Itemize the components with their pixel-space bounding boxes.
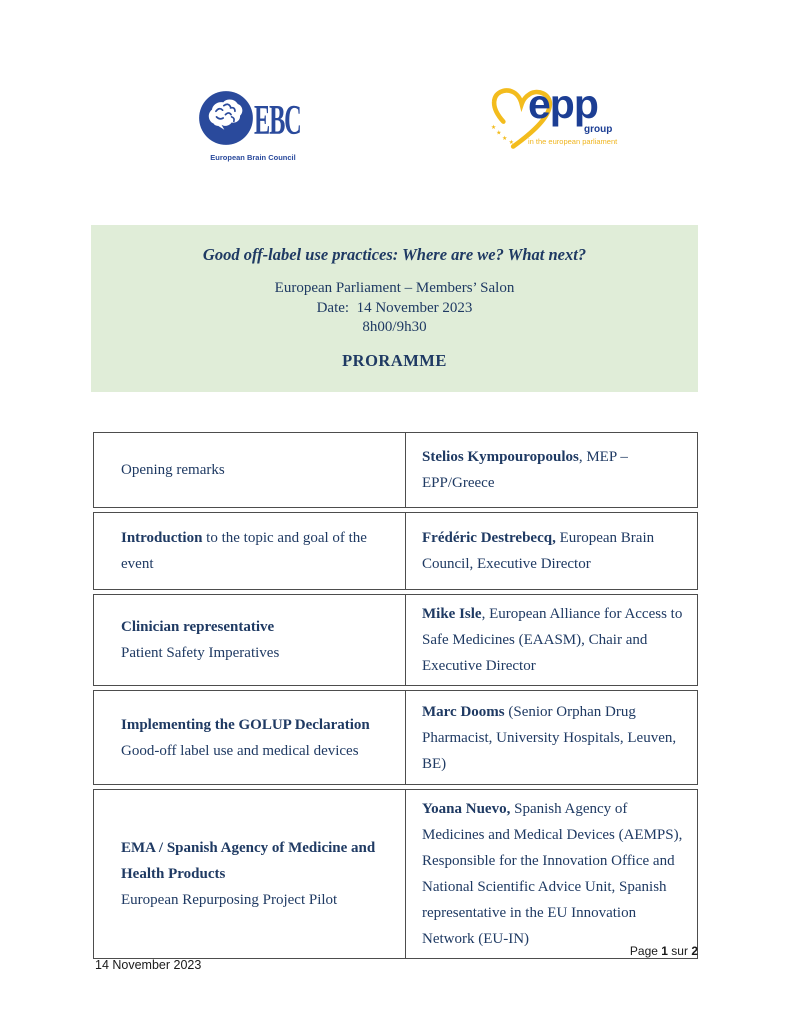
topic-cell (94, 691, 406, 784)
epp-group-label: group (584, 124, 613, 135)
speaker-details: European Brain Council, Executive Director (422, 530, 655, 572)
programme-heading: PRORAMME (342, 350, 447, 370)
topic-text: to the topic and goal of the event (121, 530, 367, 572)
speaker-name: Yoana Nuevo, (422, 801, 511, 817)
topic-cell (94, 790, 406, 958)
footer-date: 14 November 2023 (95, 958, 202, 972)
page-current: 1 (661, 944, 668, 958)
event-date: Date: 14 November 2023 (316, 299, 473, 316)
speaker-cell (406, 513, 697, 589)
speaker-name: Stelios Kympouropoulos (422, 449, 579, 465)
speaker-details: , MEP – EPP/Greece (422, 449, 628, 491)
page-total: 2 (691, 944, 698, 958)
svg-text:★: ★ (490, 124, 497, 131)
topic-text: European Repurposing Project Pilot (121, 892, 338, 908)
speaker-details: (Senior Orphan Drug Pharmacist, University Hospitals, Leuven, BE) (422, 703, 677, 772)
topic-cell (94, 433, 406, 507)
page-prefix: Page (629, 944, 658, 958)
speaker-details: , European Alliance for Access to Safe Medicines (EAASM), Chair and Executive Director (422, 606, 683, 674)
topic-bold-text: EMA / Spanish Agency of Medicine and Health Products (121, 840, 376, 882)
speaker-cell (406, 691, 697, 784)
ebc-name: European Brain Council (210, 153, 296, 162)
event-title: Good off-label use practices: Where are we? What next? (202, 245, 587, 264)
speaker-details: Spanish Agency of Medicines and Medical Devices (AEMPS), Responsible for the Innovation Office and National Scientific Advice Unit, Spanish representative in the EU Innovation Network (EU-IN) (422, 801, 683, 947)
page-separator: sur (671, 944, 688, 958)
svg-text:★: ★ (496, 130, 502, 137)
event-time: 8h00/9h30 (362, 319, 427, 335)
speaker-cell (406, 433, 697, 507)
agenda-table (93, 432, 698, 959)
svg-text:★: ★ (502, 135, 508, 142)
speaker-name: Frédéric Destrebecq, (422, 530, 556, 546)
topic-cell (94, 595, 406, 685)
topic-text: Patient Safety Imperatives (121, 645, 280, 661)
event-venue: European Parliament – Members’ Salon (274, 280, 515, 296)
agenda-row-golup (93, 690, 698, 785)
event-header-box (91, 225, 698, 392)
topic-bold-text: Introduction (121, 530, 203, 546)
speaker-cell (406, 595, 697, 685)
epp-tagline: in the european parliament (528, 137, 618, 146)
speaker-cell (406, 790, 697, 958)
ebc-brain-icon (198, 90, 254, 151)
agenda-row-clinician (93, 594, 698, 686)
page-number (630, 944, 698, 958)
topic-bold-text: Clinician representative (121, 619, 275, 635)
svg-text:★: ★ (508, 139, 514, 146)
topic-text: Opening remarks (121, 462, 225, 478)
agenda-row-ema-aemps (93, 789, 698, 959)
agenda-row-introduction (93, 512, 698, 590)
topic-bold-text: Implementing the GOLUP Declaration (121, 716, 370, 733)
epp-logo (487, 81, 627, 159)
epp-wordmark: epp (528, 81, 598, 127)
speaker-name: Mike Isle (422, 606, 482, 622)
topic-text: Good-off label use and medical devices (121, 742, 359, 759)
agenda-row-opening (93, 432, 698, 508)
speaker-name: Marc Dooms (422, 703, 505, 720)
ebc-acronym: EBC (254, 97, 301, 144)
ebc-logo (198, 90, 308, 162)
topic-cell (94, 513, 406, 589)
